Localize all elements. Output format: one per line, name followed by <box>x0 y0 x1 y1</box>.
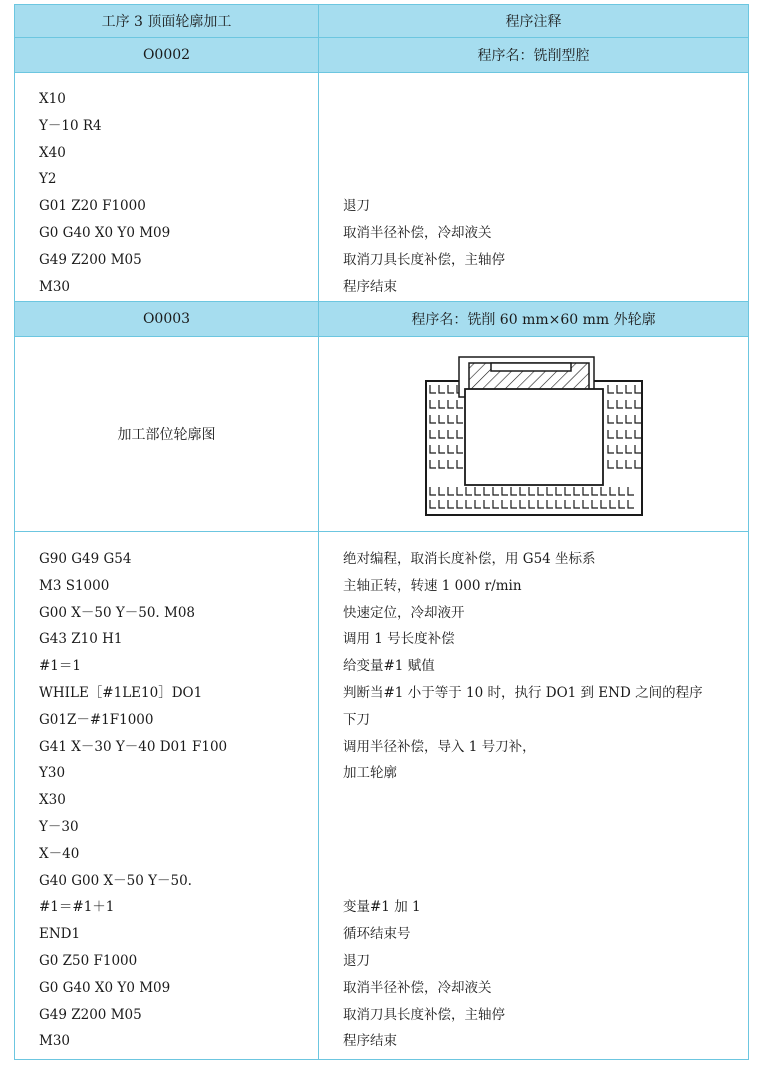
code-line: G0 Z50 F1000 <box>39 952 138 969</box>
code-line: M3 S1000 <box>39 577 110 594</box>
profile-figure <box>318 337 748 531</box>
code-line: G01 Z20 F1000 <box>39 198 146 215</box>
program2-title: 程序名：铣削 60 mm×60 mm 外轮廓 <box>318 302 748 336</box>
table-header <box>15 5 748 38</box>
header-operation: 工序 3 顶面轮廓加工 <box>101 14 232 30</box>
program1-header <box>15 38 748 73</box>
comment-line: 取消刀具长度补偿，主轴停 <box>343 1006 505 1023</box>
outline-diagram <box>319 337 749 532</box>
program1-code <box>39 86 170 300</box>
program-table <box>14 4 749 1060</box>
comment-line: 给变量#1 赋值 <box>343 658 435 675</box>
code-line: WHILE［#1LE10］DO1 <box>39 684 203 701</box>
code-line: G43 Z10 H1 <box>39 631 123 648</box>
comment-line: 变量#1 加 1 <box>343 899 421 916</box>
program1-comments <box>343 86 505 300</box>
code-line: G40 G00 X－50 Y－50. <box>39 872 192 889</box>
comment-line: 下刀 <box>343 711 370 728</box>
comment-line: 判断当#1 小于等于 10 时，执行 DO1 到 END 之间的程序 <box>343 684 703 701</box>
code-line: G90 G49 G54 <box>39 551 132 567</box>
comment-line: 调用 1 号长度补偿 <box>343 631 455 648</box>
comment-line: 退刀 <box>343 952 370 969</box>
code-line: #1＝#1＋1 <box>39 899 115 916</box>
comment-line: 绝对编程，取消长度补偿，用 G54 坐标系 <box>343 551 596 567</box>
code-line: X－40 <box>39 845 80 862</box>
code-line: G0 G40 X0 Y0 M09 <box>39 224 171 241</box>
comment-line <box>343 787 703 814</box>
comment-line <box>343 868 703 895</box>
comment-line: 程序结束 <box>343 1033 397 1050</box>
program2-name: O0003 <box>142 311 191 327</box>
figure-row <box>15 337 748 532</box>
comment-line: 取消半径补偿，冷却液关 <box>343 979 492 996</box>
code-line: END1 <box>39 926 81 943</box>
code-line: M30 <box>39 1033 71 1050</box>
code-line: X30 <box>39 792 66 809</box>
program2-header <box>15 301 748 337</box>
code-line: Y－10 R4 <box>39 117 102 134</box>
program2-code <box>39 546 227 1055</box>
code-line: G49 Z200 M05 <box>39 1006 142 1023</box>
code-line: G41 X－30 Y－40 D01 F100 <box>39 738 228 755</box>
code-line: X40 <box>39 144 66 161</box>
program1-title: 程序名：铣削型腔 <box>318 38 748 72</box>
code-line: G49 Z200 M05 <box>39 251 142 268</box>
comment-line <box>343 113 505 140</box>
program2-body <box>15 532 748 1059</box>
comment-line: 退刀 <box>343 198 370 215</box>
comment-line: 快速定位，冷却液开 <box>343 604 465 621</box>
comment-line <box>343 814 703 841</box>
comment-line: 取消刀具长度补偿，主轴停 <box>343 251 505 268</box>
code-line: Y－30 <box>39 818 79 835</box>
program2-comments <box>343 546 703 1055</box>
code-line: #1＝1 <box>39 658 81 675</box>
comment-line <box>343 86 505 113</box>
comment-line: 主轴正转，转速 1 000 r/min <box>343 577 522 594</box>
code-line: Y30 <box>39 765 66 782</box>
comment-line <box>343 841 703 868</box>
comment-line: 循环结束号 <box>343 926 411 943</box>
program1-body <box>15 73 748 301</box>
comment-line: 取消半径补偿，冷却液关 <box>343 224 492 241</box>
code-line: M30 <box>39 278 71 295</box>
comment-line: 程序结束 <box>343 278 397 295</box>
program1-name: O0002 <box>142 47 191 63</box>
code-line: G0 G40 X0 Y0 M09 <box>39 979 171 996</box>
code-line: G01Z－#1F1000 <box>39 711 154 728</box>
comment-line <box>343 166 505 193</box>
header-comment: 程序注释 <box>318 5 748 37</box>
comment-line <box>343 140 505 167</box>
comment-line: 加工轮廓 <box>343 765 397 782</box>
code-line: Y2 <box>39 171 57 188</box>
comment-line: 调用半径补偿，导入 1 号刀补， <box>343 738 536 755</box>
figure-label: 加工部位轮廓图 <box>117 427 216 443</box>
code-line: X10 <box>39 91 66 107</box>
code-line: G00 X－50 Y－50. M08 <box>39 604 196 621</box>
